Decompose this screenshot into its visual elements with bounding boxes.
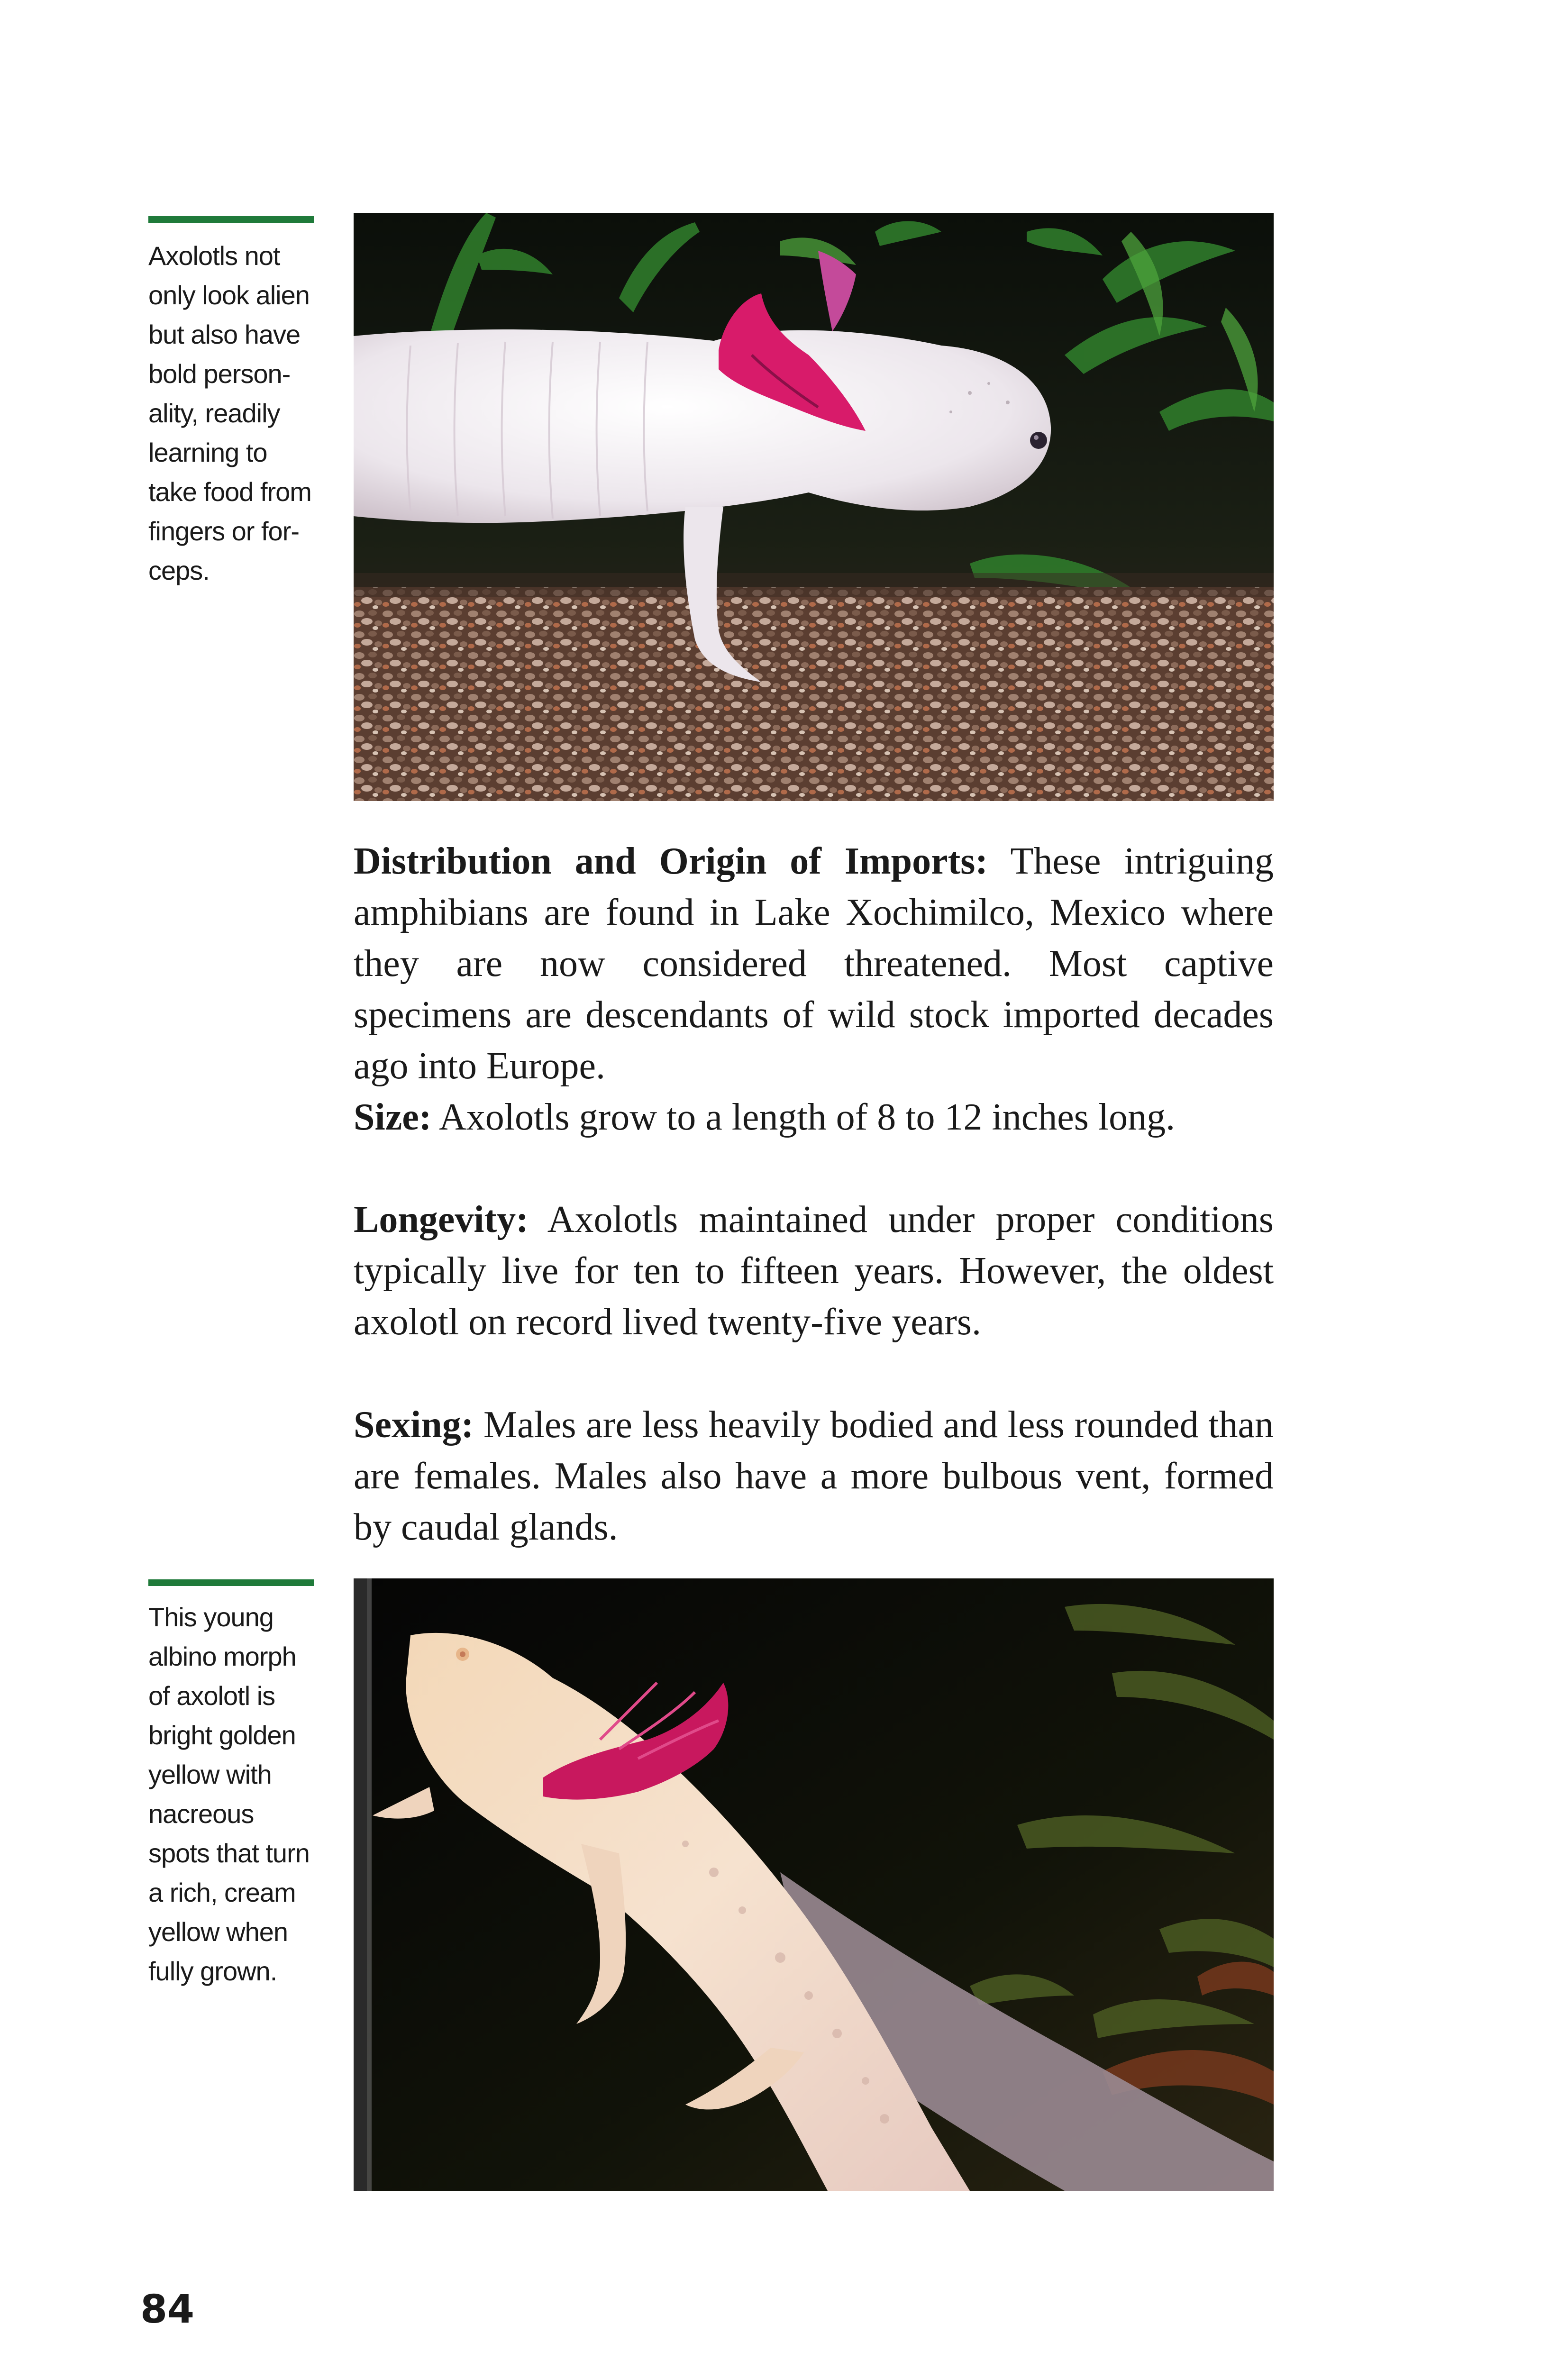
paragraph-distribution <box>354 836 1274 1092</box>
caption-line: nacreous <box>148 1799 254 1829</box>
caption-line: albino morph <box>148 1641 296 1671</box>
heading-distribution: Distribution and Origin of Imports: <box>354 840 988 882</box>
text-distribution: These intriguing amphibians are found in Lake Xochimilco, Mexico where they are now considered threatened. Most captive specimens are descendants of wild stock imported decades ago into Europe. <box>354 840 1274 1087</box>
caption-line: learning to <box>148 438 267 467</box>
caption-line: of axolotl is <box>148 1681 275 1711</box>
caption-line: a rich, cream <box>148 1878 296 1907</box>
caption-rule-top <box>148 216 314 223</box>
caption-line: ceps. <box>148 556 210 585</box>
text-sexing: Males are less heavily bodied and less rounded than are females. Males also have a more bulbous vent, formed by caudal glands. <box>354 1404 1274 1548</box>
caption-line: bold person- <box>148 359 291 389</box>
paragraph-longevity <box>354 1194 1274 1348</box>
text-size: Axolotls grow to a length of 8 to 12 inches long. <box>438 1096 1176 1138</box>
axolotl-photo-top <box>354 213 1274 801</box>
caption-line: This young <box>148 1602 273 1632</box>
caption-line: but also have <box>148 319 301 349</box>
axolotl-photo-bottom-art <box>354 1578 1274 2191</box>
caption-line: fingers or for- <box>148 516 299 546</box>
page-number: 84 <box>140 2287 195 2332</box>
heading-longevity: Longevity: <box>354 1199 529 1240</box>
caption-line: fully grown. <box>148 1956 277 1986</box>
axolotl-photo-bottom <box>354 1578 1274 2191</box>
caption-line: ality, readily <box>148 398 280 428</box>
heading-size: Size: <box>354 1096 432 1138</box>
caption-rule-bottom <box>148 1579 314 1586</box>
heading-sexing: Sexing: <box>354 1404 474 1446</box>
caption-line: only look alien <box>148 280 310 310</box>
caption-line: yellow with <box>148 1759 272 1789</box>
caption-top <box>148 236 311 590</box>
axolotl-photo-top-art <box>354 213 1274 801</box>
caption-line: spots that turn <box>148 1838 310 1868</box>
caption-line: yellow when <box>148 1917 288 1947</box>
caption-bottom <box>148 1597 310 1991</box>
caption-line: take food from <box>148 477 311 507</box>
caption-line: Axolotls not <box>148 241 280 271</box>
paragraph-sexing <box>354 1399 1274 1553</box>
text-longevity: Axolotls maintained under proper conditions typically live for ten to fifteen years. However, the oldest axolotl on record lived twenty-five years. <box>354 1199 1274 1343</box>
paragraph-size <box>354 1092 1274 1143</box>
caption-line: bright golden <box>148 1720 296 1750</box>
